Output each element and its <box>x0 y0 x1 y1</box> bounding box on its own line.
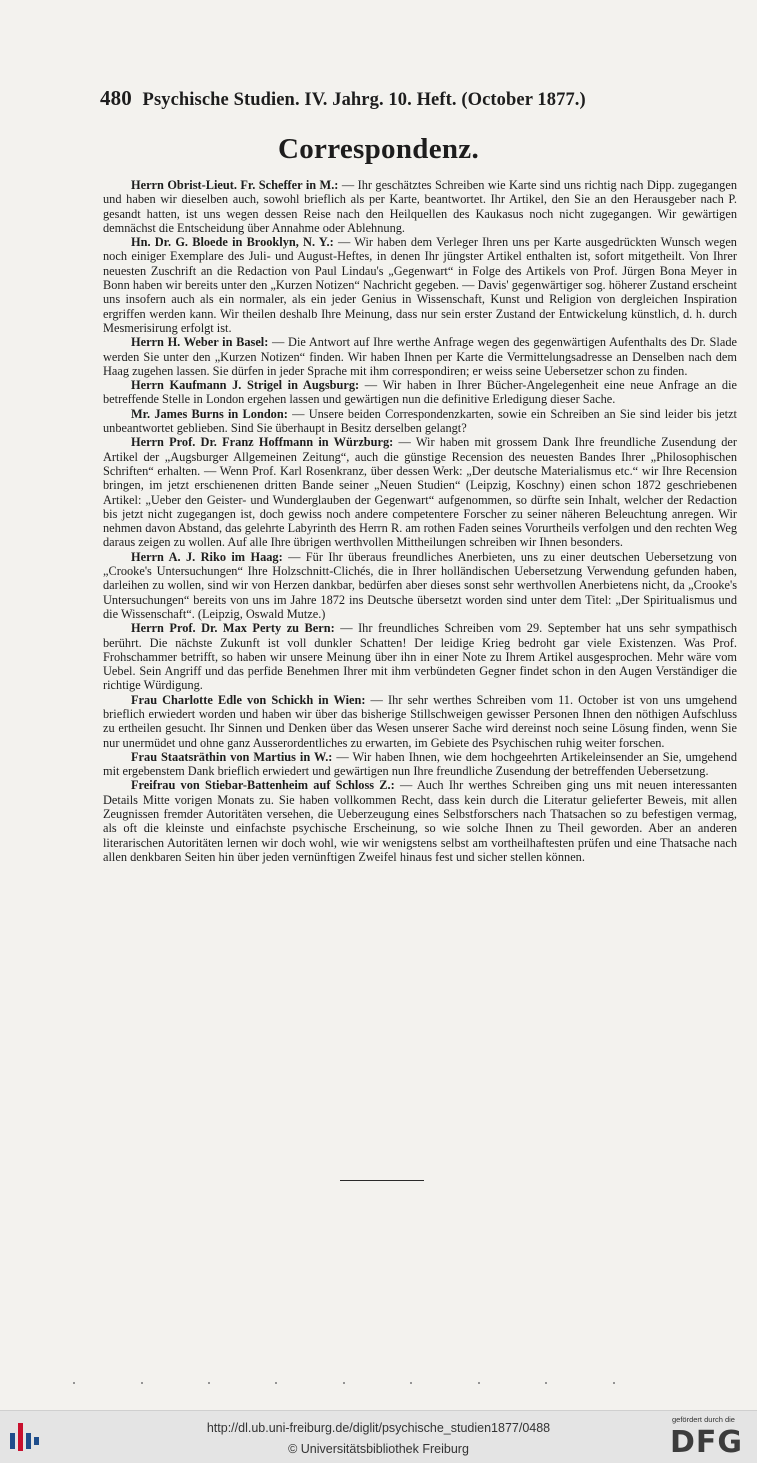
entry-addressee: Hn. Dr. G. Bloede in Brooklyn, N. Y.: <box>131 235 334 250</box>
dfg-tagline: gefördert durch die <box>672 1415 735 1424</box>
entry-text: — Wir haben in Ihrer Bücher-Angelegenheit eine neue Anfrage an die betreffende Stelle in London ergehen lassen und gewärtigen nun die definitive Erledigung dieser Sache. <box>103 378 737 407</box>
correspondence-entry <box>103 335 737 378</box>
running-head <box>100 86 700 111</box>
page-number: 480 <box>100 86 132 110</box>
running-title: Psychische Studien. IV. Jahrg. 10. Heft. (October 1877.) <box>142 90 586 110</box>
entry-text: — Die Antwort auf Ihre werthe Anfrage wegen des gegenwärtigen Aufenthalts des Dr. Slade werden Sie unter den „Kurzen Notizen“ finden. Wir haben Ihnen per Karte die Vermittelungsadresse an Denselben nach dem Haag zugehen lassen. Sie dürfen in jeder Sprache mit ihm correspondiren; er weiss seine Uebersetzer schon zu finden. <box>103 335 737 378</box>
copyright-notice: © Universitätsbibliothek Freiburg <box>288 1442 469 1456</box>
correspondence-entry <box>103 778 737 864</box>
dfg-logo <box>668 1415 752 1461</box>
entry-addressee: Frau Staatsräthin von Martius in W.: <box>131 749 333 764</box>
correspondence-entry <box>103 750 737 779</box>
correspondence-entry <box>103 178 737 235</box>
correspondence-entry <box>103 550 737 621</box>
correspondence-entry <box>103 621 737 692</box>
entry-text: — Ihr freundliches Schreiben vom 29. September hat uns sehr sympathisch berührt. Die nächste Zukunft ist voll dunkler Schatten! Der leidige Krieg bedroht gar viele Existenzen. Was Prof. Frohschammer betrifft, so haben wir unsere Meinung über ihn in einer Note zu Ihrem Artikel ausgesprochen. Mehr wäre vom Uebel. Sein Angriff und das perfide Benehmen Ihrer mit ihm verbündeten Gegner findet schon in den Augen Verständiger die richtige Würdigung. <box>103 621 738 693</box>
correspondence-entry <box>103 378 737 407</box>
correspondence-entry <box>103 407 737 436</box>
entry-text: — Ihr geschätztes Schreiben wie Karte sind uns richtig nach Dipp. zugegangen und haben wir dieselben auch, sowohl brieflich als per Karte, beantwortet. Ihr Artikel, den Sie an den Herausgeber nach P. gesandt hatten, ist uns wegen dessen Reise nach den Heilquellen des Kaukasus noch nicht zugegangen. Wir gewärtigen demnächst die Entscheidung über Annahme oder Ablehnung. <box>103 178 737 235</box>
entry-addressee: Herrn Prof. Dr. Franz Hoffmann in Würzburg: <box>131 435 394 450</box>
entry-text: — Wir haben Ihnen, wie dem hochgeehrten Artikeleinsender an Sie, umgehend mit ergebenstem Dank brieflich erwiedert und gewärtigen nun Ihre freundliche Zusendung der betreffenden Uebersetzung. <box>103 749 737 779</box>
dfg-wordmark: DFG <box>670 1425 744 1460</box>
entry-addressee: Herrn H. Weber in Basel: <box>131 335 269 350</box>
viewer-footer <box>0 1410 757 1463</box>
page-title: Correspondenz. <box>277 133 480 165</box>
entry-text: — Auch Ihr werthes Schreiben ging uns mit neuen interessanten Details Mitte vorigen Monats zu. Sie haben vollkommen Recht, dass kein durch die Literatur gelieferter Beweis, mit allen Zeugnissen fremder Autoritäten versehen, die Ueberzeugung eines Selbstforschers nach Thatsachen so zu befestigen vermag, als oft die kleinste und einfachste psychische Erscheinung, so wie solche Ihnen zu Theil geworden. Aber an anderen literarischen Autoritäten lernen wir doch wohl, wie wir wenigstens selbst am vortheilhaftesten prüfen und eine Thatsache nach allen denkbaren Seiten hin über jeden vernünftigen Zweifel hinaus fest und sicher stellen können. <box>103 778 738 864</box>
entry-addressee: Frau Charlotte Edle von Schickh in Wien: <box>131 692 366 707</box>
entry-addressee: Herrn Kaufmann J. Strigel in Augsburg: <box>131 378 360 393</box>
correspondence-entry <box>103 235 737 335</box>
source-url[interactable]: http://dl.ub.uni-freiburg.de/diglit/psychische_studien1877/0488 <box>206 1421 551 1435</box>
correspondence-body <box>103 178 737 864</box>
entry-text: — Wir haben mit grossem Dank Ihre freundliche Zusendung der Artikel der „Augsburger Allgemeinen Zeitung“, auch die günstige Recension des neuesten Bandes Ihrer „Philosophischen Schriften“ erhalten. — Wenn Prof. Karl Rosenkranz, über dessen Werk: „Der deutsche Materialismus etc.“ wir Ihre Recension bringen, im jetzt erschienenen dritten Bande seiner „Neuen Studien“ (Leipzig, Koschny) einen schon 1872 geschriebenen Artikel: „Ueber den Geister- und Wunderglauben der Gegenwart“ aufgenommen, so dürfte sein Inhalt, welcher der Redaction bis jetzt nicht zugegangen ist, doch gewiss noch andere competentere Forscher zu seiner näheren Beleuchtung anregen. Wir nehmen davon Abstand, das gelehrte Labyrinth des Herrn R. am rothen Faden seines Vorurtheils verfolgen und den rechten Weg daraus zeigen zu wollen. Auf alle Ihre übrigen werthvollen Mittheilungen schreiben wir Ihnen besonders. <box>103 435 737 550</box>
entry-text: — Unsere beiden Correspondenzkarten, sowie ein Schreiben an Sie sind leider bis jetzt unbeantwortet geblieben. Sind Sie überhaupt in Besitz derselben gelangt? <box>103 406 737 436</box>
entry-addressee: Freifrau von Stiebar-Battenheim auf Schloss Z.: <box>131 778 395 793</box>
entry-text: — Für Ihr überaus freundliches Anerbieten, uns zu einer deutschen Uebersetzung von „Crooke's Untersuchungen“ Ihre Holzschnitt-Clichés, die in Ihrer holländischen Uebersetzung Verwendung gefunden haben, darleihen zu wollen, sind wir von Herzen dankbar, bedürfen aber dieses sonst sehr werthvollen Anerbietens nicht, da „Crooke's Untersuchungen“ bereits von uns im Jahre 1872 ins Deutsche übersetzt worden sind unter dem Titel: „Der Spiritualismus und die Wissenschaft“. (Leipzig, Oswald Mutze.) <box>103 549 737 621</box>
entry-text: — Wir haben dem Verleger Ihren uns per Karte ausgedrückten Wunsch wegen noch einiger Exemplare des Juli- und August-Heftes, in denen Ihr jüngster Artikel enthalten ist, sofort mitgetheilt. Von Ihrer neuesten Zuschrift an die Redaction von Paul Lindau's „Gegenwart“ in Folge des Artikels von Prof. Jürgen Bona Meyer in Bonn haben wir bereits unter den „Kurzen Notizen“ Nachricht gegeben. — Davis' gegenwärtiger sog. höherer Zustand erscheint uns insofern auch als ein normaler, als ein jeder Genius in Wissenschaft, Kunst und Religion von dergleichen Inspiration ergriffen werden kann. Wir theilen deshalb Ihre Meinung, dass nur sein erster Zustand der Entwickelung künstlich, d. h. durch Mesmerisirung erfolgt ist. <box>103 235 737 335</box>
closing-rule <box>340 1180 424 1181</box>
entry-addressee: Herrn A. J. Riko im Haag: <box>131 549 283 564</box>
entry-text: — Ihr sehr werthes Schreiben vom 11. October ist von uns umgehend brieflich erwiedert worden und haben wir über das bisherige Stillschweigen gewisser Personen Ihnen den nöthigen Aufschluss zu ertheilen gesucht. Ihr Sinnen und Denken über das Wesen unserer Sache wird dereinst noch seine Lösung finden, wenn Sie nur unermüdet und ohne ganz Ausserordentliches zu erwarten, im Gebiete des Psychischen ruhig weiter forschen. <box>103 692 737 750</box>
entry-addressee: Herrn Prof. Dr. Max Perty zu Bern: <box>131 621 335 636</box>
entry-addressee: Herrn Obrist-Lieut. Fr. Scheffer in M.: <box>131 178 339 192</box>
correspondence-entry <box>103 435 737 549</box>
correspondence-entry <box>103 693 737 750</box>
scan-specks <box>0 1382 757 1392</box>
entry-addressee: Mr. James Burns in London: <box>131 406 288 421</box>
